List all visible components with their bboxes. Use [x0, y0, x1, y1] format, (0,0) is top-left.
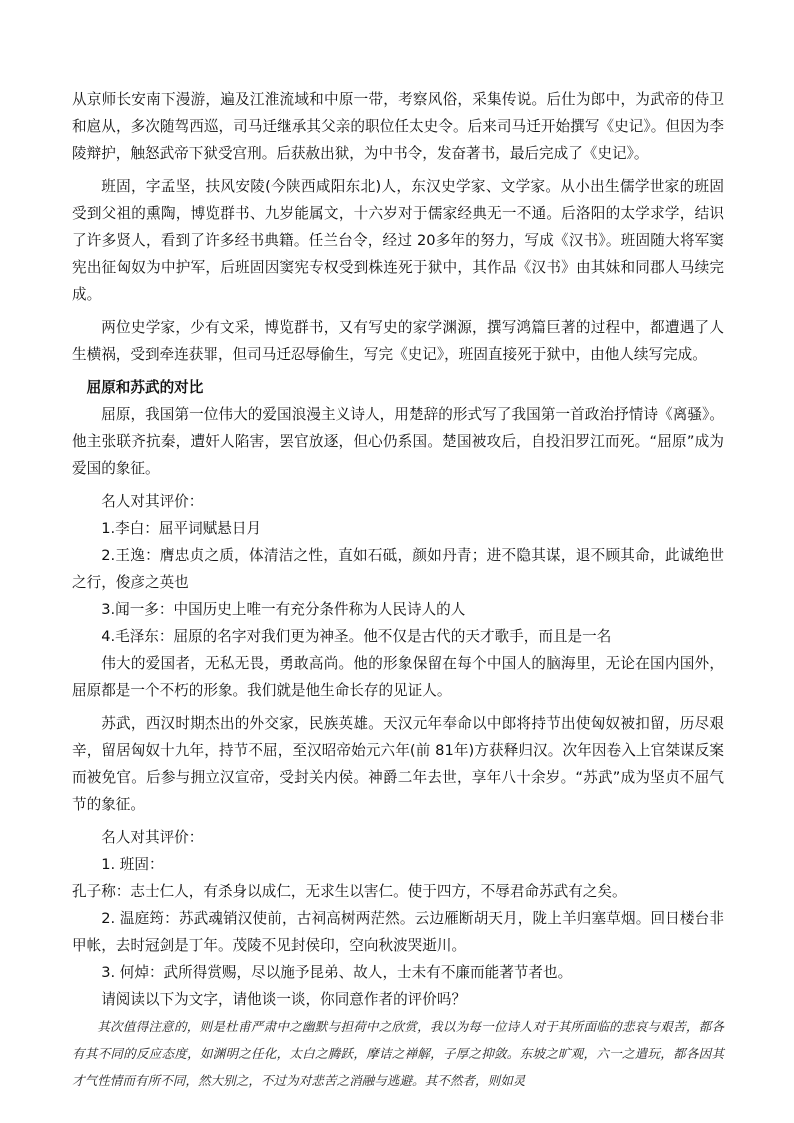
comment-mao-zedong: 4.毛泽东：屈原的名字对我们更为神圣。他不仅是古代的天才歌手，而且是一名 [101, 628, 612, 645]
comment-li-bai: 1.李白：屈平词赋悬日月 [101, 520, 262, 537]
section-heading: 屈原和苏武的对比 [86, 379, 204, 396]
paragraph-sima-qian: 从京师长安南下漫游，遍及江淮流域和中原一带，考察风俗，采集传说。后仕为郎中，为武帝的侍卫和扈从，多次随驾西巡，司马迁继承其父亲的职位任太史令。后来司马迁开始撰写《史记》。但因为李陵辩护，触怒武帝下狱受宫刑。后获赦出狱，为中书令，发奋著书，最后完成了《史记》。 [72, 91, 724, 162]
document-page [72, 86, 724, 1094]
comment-wang-yi: 2.王逸：膺忠贞之质，体清洁之性，直如石砥，颜如丹青；进不隐其谋，退不顾其命，此诚绝世之行，俊彦之英也 [72, 547, 724, 591]
evaluation-label: 名人对其评价： [101, 493, 204, 510]
comment-ban-gu: 1. 班固： [101, 856, 164, 873]
paragraph-comparison: 两位史学家，少有文采，博览群书，又有写史的家学渊源，撰写鸿篇巨著的过程中，都遭遇了人生横祸，受到牵连获罪，但司马迁忍辱偷生，写完《史记》，班固直接死于狱中，由他人续写完成。 [72, 319, 724, 363]
comment-mao-zedong-cont: 伟大的爱国者，无私无畏，勇敢高尚。他的形象保留在每个中国人的脑海里，无论在国内国外，屈原都是一个不朽的形象。我们就是他生命长存的见证人。 [72, 655, 724, 699]
comment-wen-tingyun: 2. 温庭筠：苏武魂销汉使前，古祠高树两茫然。云边雁断胡天月，陇上羊归塞草烟。回日楼台非甲帐，去时冠剑是丁年。茂陵不见封侯印，空向秋波哭逝川。 [72, 910, 724, 954]
comment-wen-yiduo: 3.闻一多：中国历史上唯一有充分条件称为人民诗人的人 [101, 601, 466, 618]
paragraph-ban-gu: 班固，字孟坚，扶风安陵(今陕西咸阳东北)人，东汉史学家、文学家。从小出生儒学世家的班固受到父祖的熏陶，博览群书、九岁能属文，十六岁对于儒家经典无一不通。后洛阳的太学求学，结识了许多贤人，看到了许多经书典籍。任兰台令，经过 20多年的努力，写成《汉书》。班固随大将军窦宪出征匈奴为中护军，后班固因窦宪专权受到株连死于狱中，其作品《汉书》由其妹和同郡人马续完成。 [72, 178, 724, 303]
reading-prompt: 请阅读以下为文字，请他谈一谈，你同意作者的评价吗？ [101, 991, 467, 1008]
comment-he-zhuo: 3. 何焯：武所得赏赐，尽以施予昆弟、故人，士未有不廉而能著节者也。 [101, 964, 573, 981]
evaluation-label: 名人对其评价： [101, 829, 204, 846]
comment-ban-gu-quote: 孔子称：志士仁人，有杀身以成仁，无求生以害仁。使于四方，不辱君命苏武有之矣。 [72, 883, 627, 900]
reading-passage: 其次值得注意的，则是杜甫严肃中之幽默与担荷中之欣赏，我以为每一位诗人对于其所面临的悲哀与艰苦，都各有其不同的反应态度，如渊明之任化，太白之腾跃，摩诘之禅解，子厚之抑敛。东坡之旷观，六一之遣玩，都各因其才气性情而有所不同，然大别之，不过为对悲苦之消融与逃避。其不然者，则如灵 [72, 1019, 724, 1088]
paragraph-qu-yuan: 屈原，我国第一位伟大的爱国浪漫主义诗人，用楚辞的形式写了我国第一首政治抒情诗《离骚》。他主张联齐抗秦，遭奸人陷害，罢官放逐，但心仍系国。楚国被攻后，自投汨罗江而死。“屈原”成为爱国的象征。 [72, 406, 724, 477]
paragraph-su-wu: 苏武，西汉时期杰出的外交家，民族英雄。天汉元年奉命以中郎将持节出使匈奴被扣留，历尽艰辛，留居匈奴十九年，持节不屈，至汉昭帝始元六年(前 81年)方获释归汉。次年因卷入上官桀谋反案而被免官。后参与拥立汉宣帝，受封关内侯。神爵二年去世，享年八十余岁。“苏武”成为坚贞不屈气节的象征。 [72, 715, 724, 813]
